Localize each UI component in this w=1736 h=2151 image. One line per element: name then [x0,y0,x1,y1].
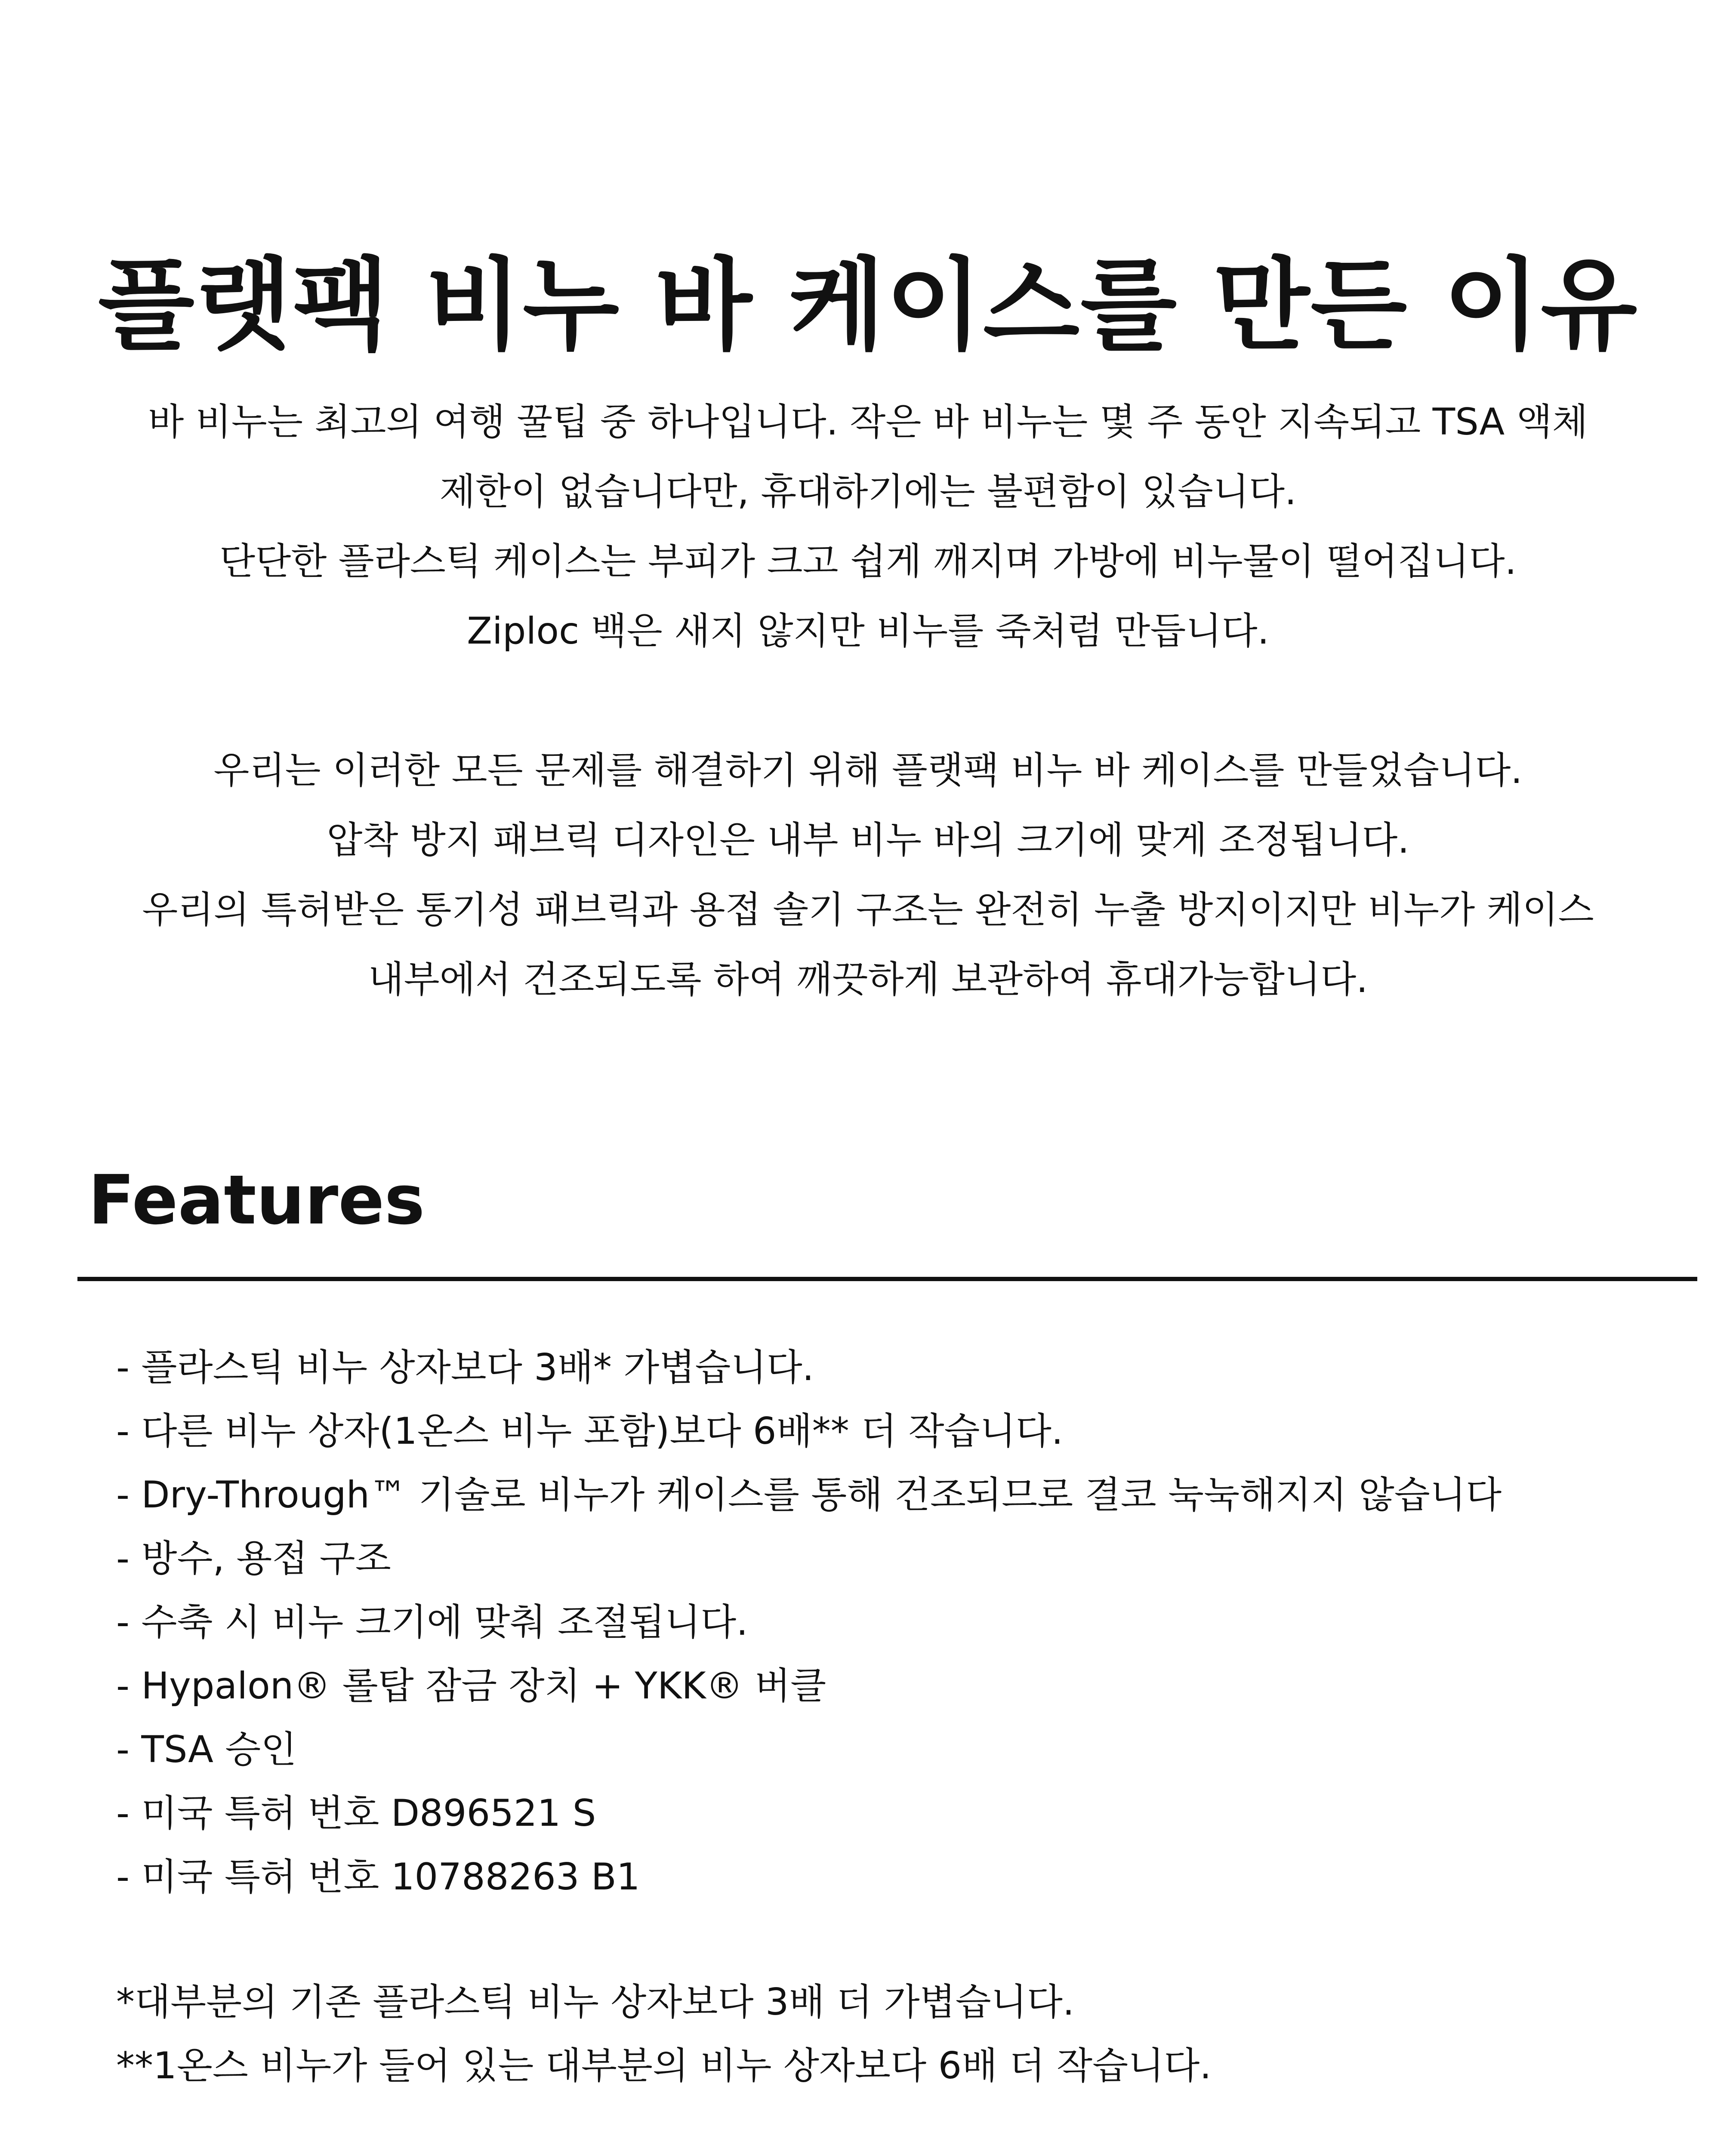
feature-list [116,1336,1502,1909]
features-heading: Features [88,1161,425,1240]
feature-item: - Hypalon® 롤탑 잠금 장치 + YKK® 버클 [116,1664,826,1707]
feature-item: - 플라스틱 비누 상자보다 3배* 가볍습니다. [116,1346,814,1389]
intro-paragraph [0,736,1736,1014]
feature-item: - 방수, 용접 구조 [116,1537,391,1580]
footnotes [116,1970,1212,2098]
footnote: *대부분의 기존 플라스틱 비누 상자보다 3배 더 가볍습니다. [116,1981,1075,2024]
footnote: **1온스 비누가 들어 있는 대부분의 비누 상자보다 6배 더 작습니다. [116,2044,1212,2087]
feature-item: - 미국 특허 번호 10788263 B1 [116,1855,640,1898]
intro-line: 바 비누는 최고의 여행 꿀팁 중 하나입니다. 작은 바 비누는 몇 주 동안 지속되고 TSA 액체 [148,401,1588,444]
intro-line: 우리의 특허받은 통기성 패브릭과 용접 솔기 구조는 완전히 누출 방지이지만 비누가 케이스 [142,888,1594,931]
section-divider [77,1277,1697,1281]
feature-item: - 다른 비누 상자(1온스 비누 포함)보다 6배** 더 작습니다. [116,1410,1064,1453]
intro-paragraph [0,387,1736,666]
intro-line: 단단한 플라스틱 케이스는 부피가 크고 쉽게 깨지며 가방에 비누물이 떨어집니다. [219,540,1517,583]
page-title: 플랫팩 비누 바 케이스를 만든 이유 [98,247,1638,364]
feature-item: - 수축 시 비누 크기에 맞춰 조절됩니다. [116,1601,748,1644]
intro-line: 제한이 없습니다만, 휴대하기에는 불편함이 있습니다. [439,470,1297,513]
feature-item: - Dry-Through™ 기술로 비누가 케이스를 통해 건조되므로 결코 눅눅해지지 않습니다 [116,1473,1502,1516]
feature-item: - TSA 승인 [116,1728,297,1771]
intro-line: 압착 방지 패브릭 디자인은 내부 비누 바의 크기에 맞게 조정됩니다. [327,819,1409,862]
intro-section [0,387,1736,1014]
feature-item: - 미국 특허 번호 D896521 S [116,1792,596,1835]
intro-line: Ziploc 백은 새지 않지만 비누를 죽처럼 만듭니다. [467,610,1269,653]
intro-line: 내부에서 건조되도록 하여 깨끗하게 보관하여 휴대가능합니다. [368,958,1368,1001]
intro-line: 우리는 이러한 모든 문제를 해결하기 위해 플랫팩 비누 바 케이스를 만들었습니다. [213,749,1523,792]
